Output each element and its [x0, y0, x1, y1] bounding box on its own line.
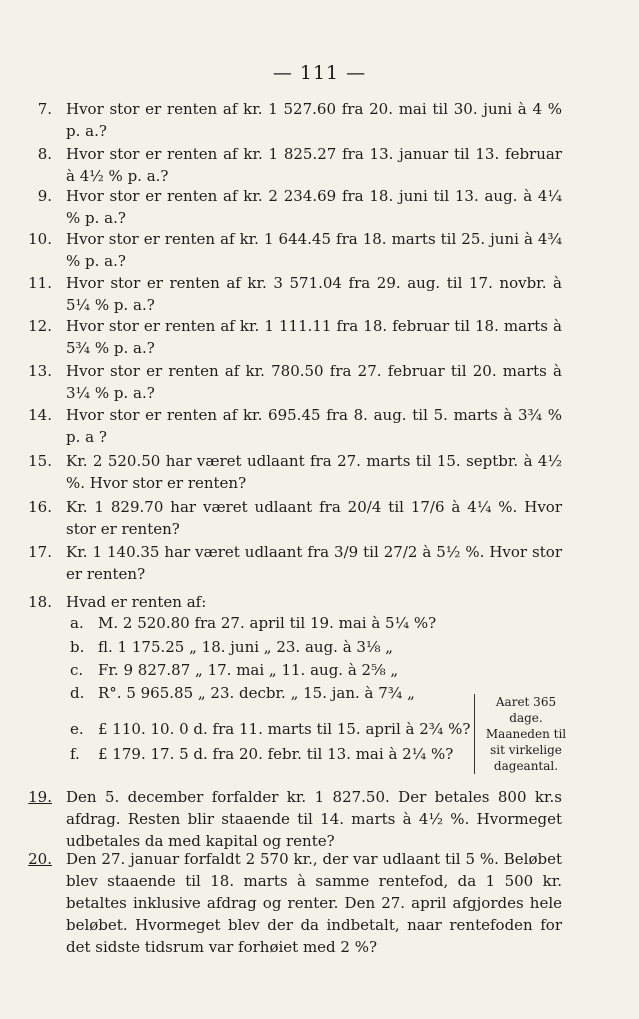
problem-text: Kr. 1 140.35 har været udlaant fra 3/9 til 27/2 à 5½ %. Hvor stor er renten?	[66, 543, 562, 583]
sub-item-letter: e.	[70, 720, 84, 738]
problem-number: 16.	[28, 498, 52, 516]
problem-text: Kr. 1 829.70 har været udlaant fra 20/4 til 17/6 à 4¼ %. Hvor stor er renten?	[66, 498, 562, 538]
sub-item-text: R°. 5 965.85 „ 23. decbr. „ 15. jan. à 7¾ „	[98, 684, 415, 702]
problem-number: 18.	[28, 593, 52, 611]
sub-item-letter: c.	[70, 661, 84, 679]
problem-text: Hvor stor er renten af kr. 3 571.04 fra 29. aug. til 17. novbr. à 5¼ % p. a.?	[66, 274, 562, 314]
problem-text: Hvad er renten af:	[66, 593, 207, 611]
problem-number: 19.	[28, 788, 52, 806]
problem-text: Hvor stor er renten af kr. 695.45 fra 8. aug. til 5. marts à 3¾ % p. a ?	[66, 406, 562, 446]
sub-item-text: fl. 1 175.25 „ 18. juni „ 23. aug. à 3⅛ „	[98, 638, 394, 656]
sub-item-letter: b.	[70, 638, 85, 656]
sub-item-text: £ 179. 17. 5 d. fra 20. febr. til 13. mai à 2¼ %?	[98, 745, 454, 763]
problem-text: Hvor stor er renten af kr. 780.50 fra 27. februar til 20. marts à 3¼ % p. a.?	[66, 362, 562, 402]
sub-item-letter: d.	[70, 684, 85, 702]
problem-text: Kr. 2 520.50 har været udlaant fra 27. marts til 15. septbr. à 4½ %. Hvor stor er renten?	[66, 452, 562, 492]
sub-item-a	[70, 612, 436, 634]
problem-number: 13.	[28, 362, 52, 380]
sub-item-e	[70, 718, 470, 740]
problem-number: 20.	[28, 850, 52, 868]
problem-text: Hvor stor er renten af kr. 1 825.27 fra 13. januar til 13. februar à 4½ % p. a.?	[66, 145, 562, 185]
problem-text: Hvor stor er renten af kr. 1 111.11 fra 18. februar til 18. marts à 5¾ % p. a.?	[66, 317, 562, 357]
problem-number: 17.	[28, 543, 52, 561]
page-number: — 111 —	[272, 62, 367, 84]
problem-text: Den 5. december forfalder kr. 1 827.50. Der betales 800 kr.s afdrag. Resten blir staaende til 14. marts à 4½ %. Hvormeget udbetales da med kapital og rente?	[66, 788, 562, 850]
sub-item-text: M. 2 520.80 fra 27. april til 19. mai à 5¼ %?	[98, 614, 437, 632]
problem-number: 8.	[37, 145, 52, 163]
problem-number: 7.	[37, 100, 52, 118]
problem-number: 11.	[28, 274, 52, 292]
problem-text: Hvor stor er renten af kr. 1 644.45 fra 18. marts til 25. juni à 4¾ % p. a.?	[66, 230, 562, 270]
sub-item-b	[70, 636, 393, 658]
problem-number: 9.	[37, 187, 52, 205]
problem-text: Den 27. januar forfaldt 2 570 kr., der var udlaant til 5 %. Beløbet blev staaende til 18. marts à samme rentefod, da 1 500 kr. betaltes inklusive afdrag og renter. Den 27. april afgjordes hele beløbet. Hvormeget blev der da indbetalt, naar rentefoden for det sidste tidsrum var forhøiet med 2 %?	[66, 850, 562, 956]
sub-item-f	[70, 743, 453, 765]
sub-item-letter: a.	[70, 614, 84, 632]
sub-item-letter: f.	[70, 745, 80, 763]
sub-item-d	[70, 682, 415, 704]
sub-item-text: Fr. 9 827.87 „ 17. mai „ 11. aug. à 2⅝ „	[98, 661, 399, 679]
sub-item-c	[70, 659, 398, 681]
problem-number: 15.	[28, 452, 52, 470]
problem-number: 10.	[28, 230, 52, 248]
sub-item-text: £ 110. 10. 0 d. fra 11. marts til 15. april à 2¾ %?	[98, 720, 471, 738]
side-note: Aaret 365 dage. Maaneden til sit virkelige dageantal.	[474, 694, 571, 774]
problem-text: Hvor stor er renten af kr. 1 527.60 fra 20. mai til 30. juni à 4 % p. a.?	[66, 100, 562, 140]
problem-text: Hvor stor er renten af kr. 2 234.69 fra 18. juni til 13. aug. à 4¼ % p. a.?	[66, 187, 562, 227]
problem-number: 14.	[28, 406, 52, 424]
problem-number: 12.	[28, 317, 52, 335]
